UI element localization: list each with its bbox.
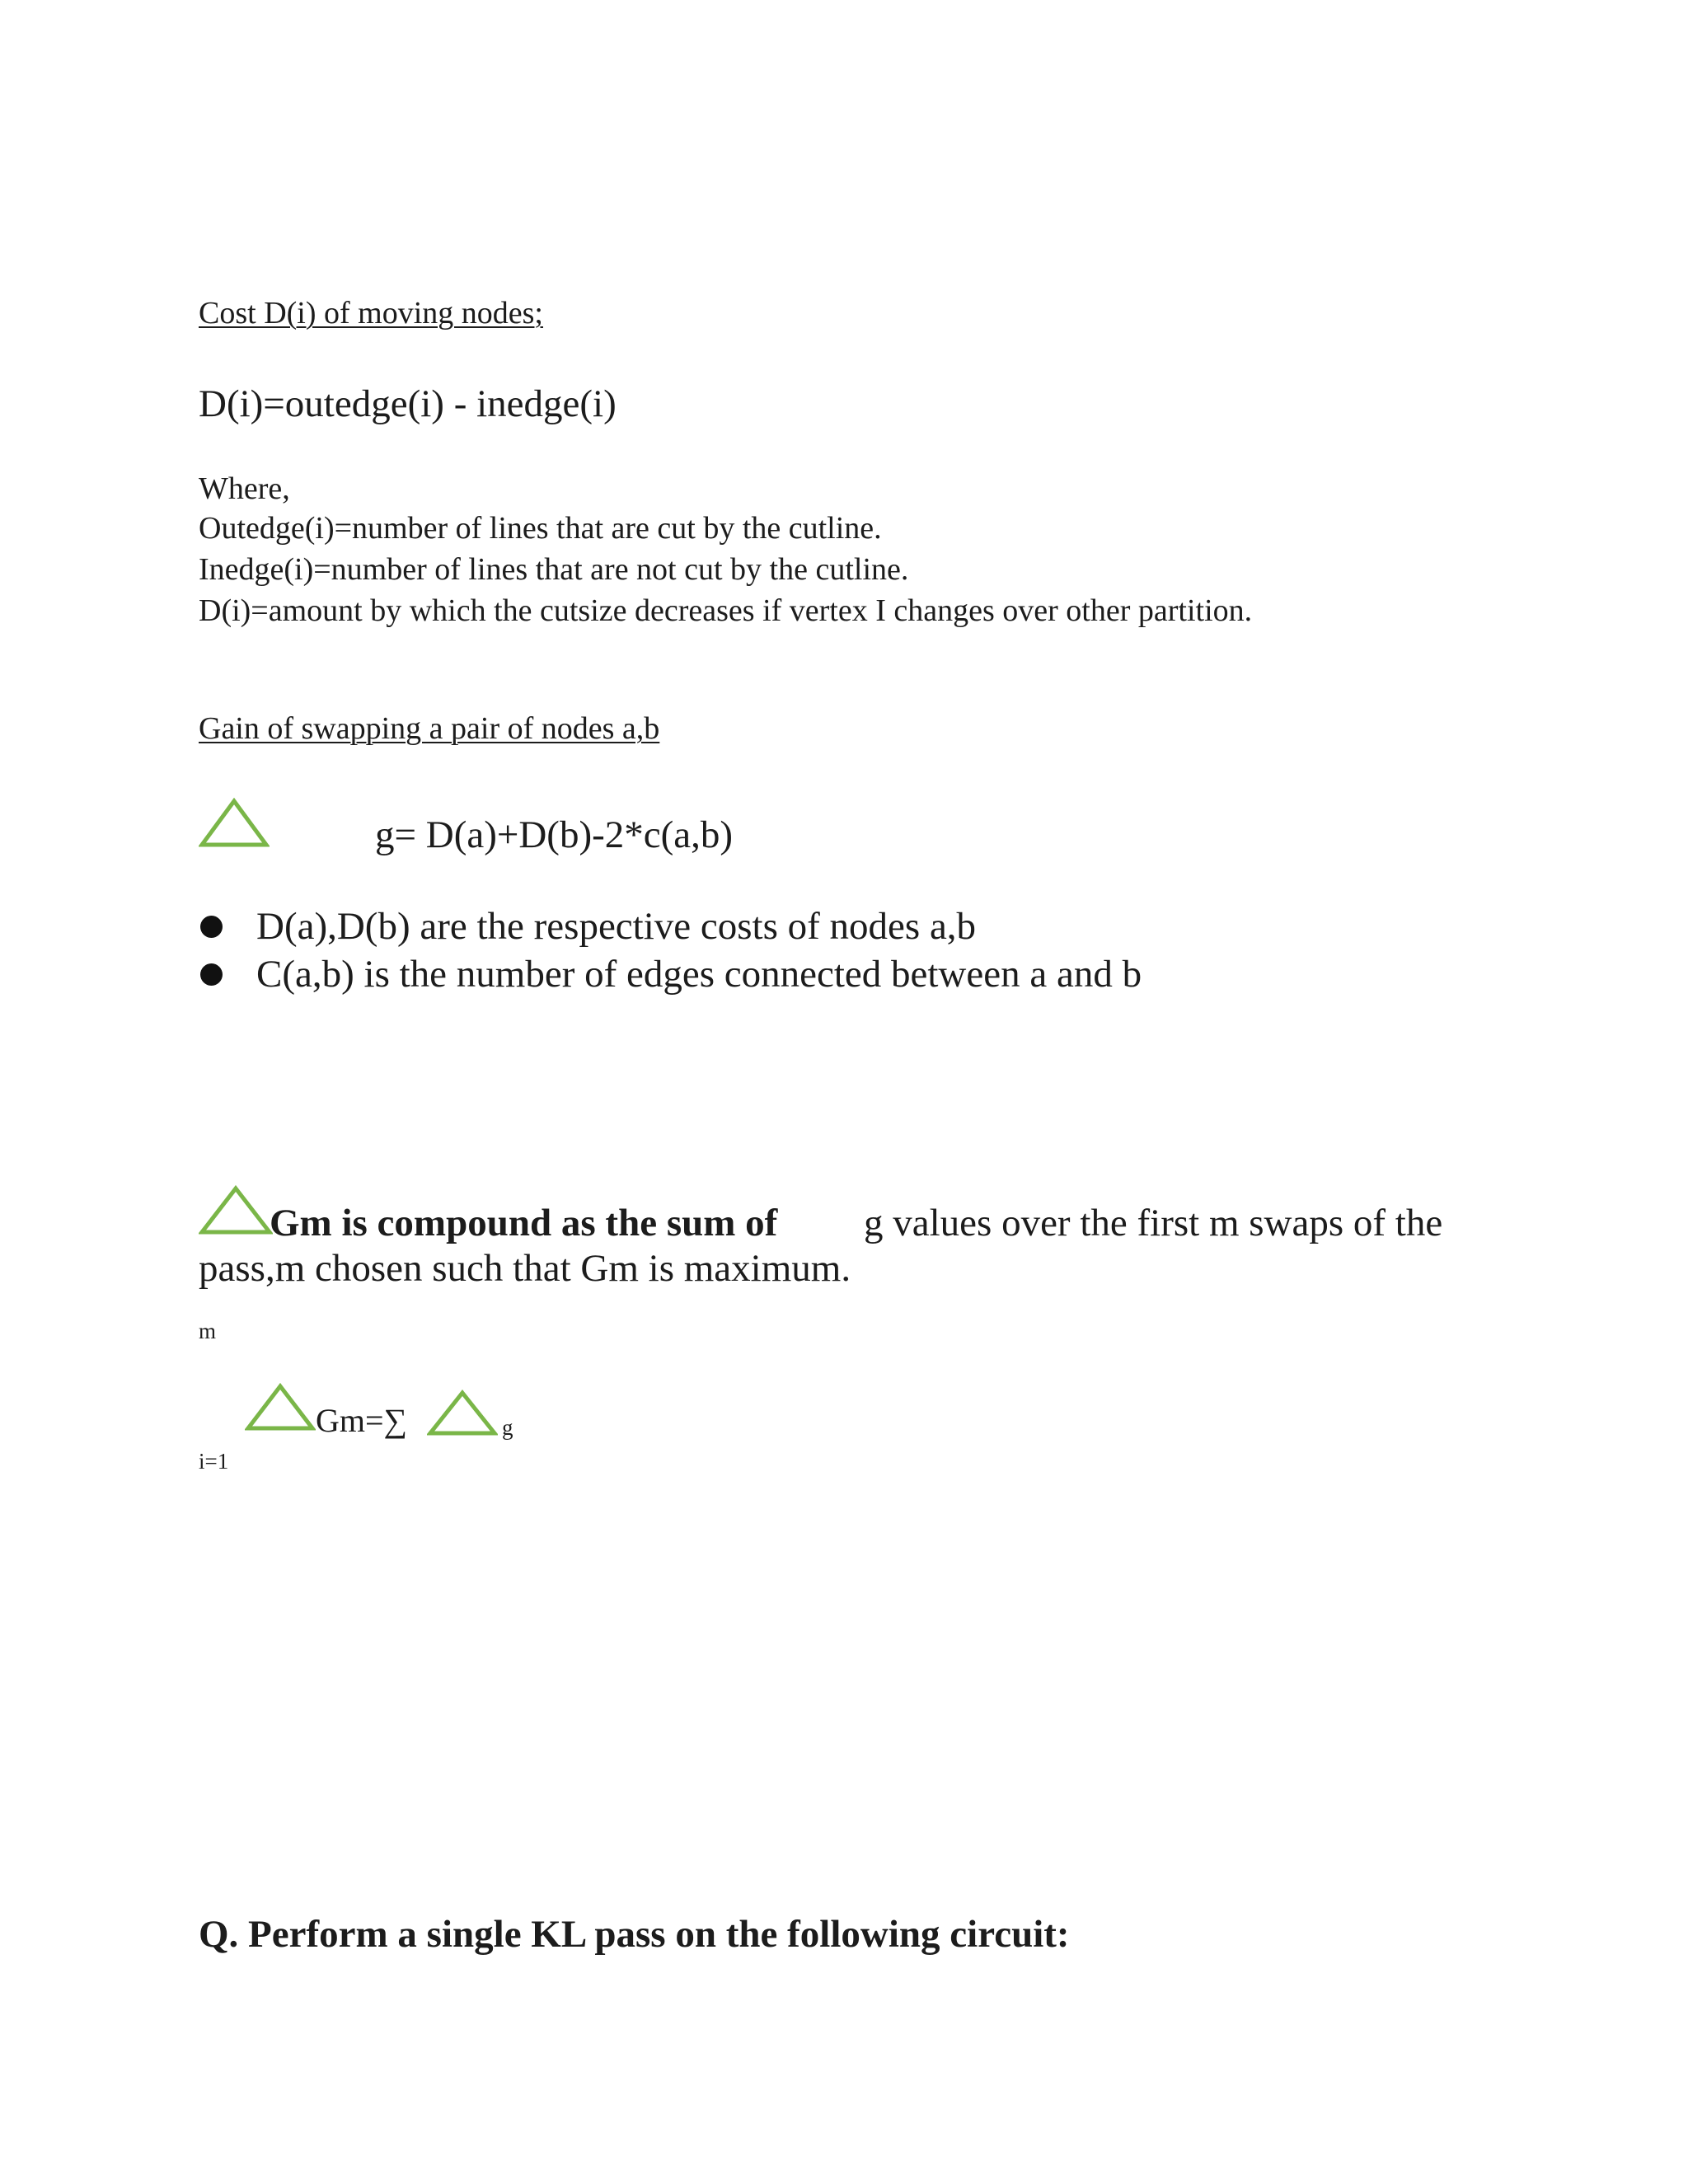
where-label: Where, bbox=[199, 471, 290, 506]
sum-g-term: g bbox=[502, 1415, 513, 1440]
gm-definition-line2: pass,m chosen such that Gm is maximum. bbox=[199, 1247, 851, 1290]
definition-cost: D(i)=amount by which the cutsize decreases if vertex I changes over other partition. bbox=[199, 593, 1253, 628]
gm-definition-rest: g values over the first m swaps of the bbox=[864, 1202, 1443, 1244]
sum-upper-limit: m bbox=[199, 1319, 217, 1343]
sum-lower-limit: i=1 bbox=[199, 1449, 229, 1474]
definition-inedge: Inedge(i)=number of lines that are not cut by the cutline. bbox=[199, 552, 909, 587]
delta-triangle-icon bbox=[245, 1383, 316, 1432]
cost-formula: D(i)=outedge(i) - inedge(i) bbox=[199, 382, 617, 425]
question-text: Q. Perform a single KL pass on the following circuit: bbox=[199, 1913, 1070, 1956]
definition-outedge: Outedge(i)=number of lines that are cut by the cutline. bbox=[199, 511, 882, 546]
delta-triangle-icon bbox=[199, 1185, 273, 1236]
bullet-item-edges: C(a,b) is the number of edges connected between a and b bbox=[256, 953, 1142, 996]
bullet-icon bbox=[200, 963, 223, 986]
gain-heading: Gain of swapping a pair of nodes a,b bbox=[199, 711, 660, 746]
gm-definition-bold: Gm is compound as the sum of bbox=[270, 1202, 778, 1244]
delta-triangle-icon bbox=[199, 798, 270, 849]
bullet-item-costs: D(a),D(b) are the respective costs of nodes a,b bbox=[256, 905, 977, 948]
bullet-icon bbox=[200, 916, 223, 938]
delta-triangle-icon bbox=[427, 1390, 498, 1437]
sum-formula: Gm=∑ bbox=[316, 1402, 408, 1439]
gain-formula: g= D(a)+D(b)-2*c(a,b) bbox=[375, 813, 734, 856]
cost-heading: Cost D(i) of moving nodes; bbox=[199, 296, 543, 330]
